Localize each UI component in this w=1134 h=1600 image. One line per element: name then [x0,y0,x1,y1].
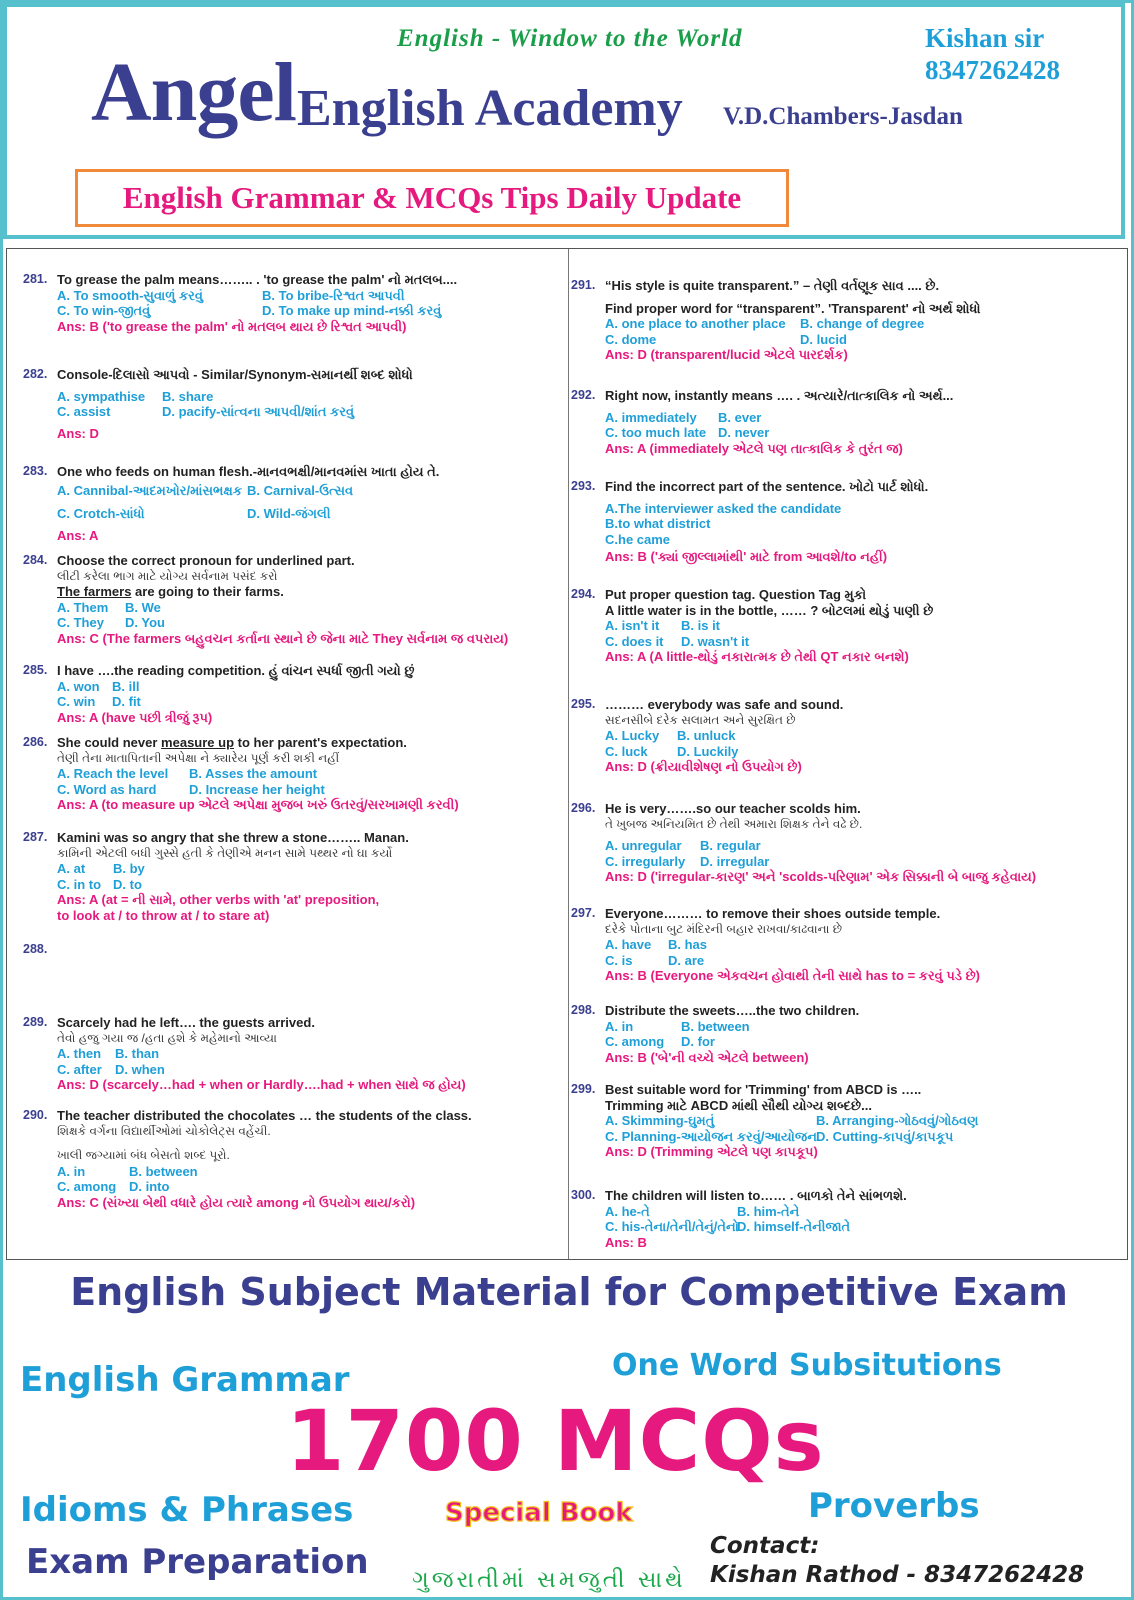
option-d: D. pacify-સાંત્વના આપવી/શાંત કરવું [162,404,355,419]
option-b: B. share [162,388,214,404]
question-292 [571,388,1105,456]
options [605,728,1105,759]
brand-angel: Angel [91,46,296,139]
question-text: He is very…….so our teacher scolds him. [605,801,861,816]
question-number: 291. [571,278,596,292]
question-text: The children will listen to…… . બાળકો તેને સાંભળશે. [605,1188,907,1203]
option-c: C. Planning-આયોજન કરવું/આયોજન [605,1128,817,1144]
question-number: 289. [23,1015,48,1029]
question-289 [23,1015,527,1093]
options [57,600,527,631]
option-b: B. ever [718,409,762,425]
question-297 [571,906,1105,984]
option-a: A. Reach the level [57,766,169,781]
options [57,483,527,522]
question-gujarati: તે ખુબજ અનિયમિત છે તેથી અમારા શિક્ષક તેને વઢે છે. [605,816,863,831]
option-d: D. Increase her height [189,781,325,797]
option-c: C. They [57,615,104,630]
option-b: B. Carnival-ઉત્સવ [247,482,354,498]
options [605,1019,1105,1050]
option-d: D. never [718,425,770,440]
option-a: A. unregular [605,838,682,853]
option-c: C. his-તેના/તેની/તેનું/તેનો [605,1219,739,1234]
option-b: B. Arranging-ગોઠવવું/ગોઠવણ [816,1113,979,1128]
option-a: A. sympathise [57,388,146,404]
footer-contact-label: Contact: [710,1533,820,1559]
option-b: B. him-તેને [737,1203,800,1219]
question-subtext: Find proper word for “transparent”. 'Transparent' નો અર્થ શોધો [605,300,981,316]
sentence-part-c: C.he came [605,531,671,547]
option-a: A. then [57,1046,102,1061]
question-gujarati: કામિની એટલી બધી ગુસ્સે હતી કે તેણીએ મનન સામે પથ્થર નો ઘા કર્યો [57,845,393,860]
answer: Ans: A (immediately એટલે પણ તાત્કાલિક કે તુરંત જ) [605,440,903,456]
footer-grammar: English Grammar [20,1360,350,1400]
option-b: B. by [113,861,145,876]
option-d: D. To make up mind-નક્કી કરવું [262,303,442,318]
option-c: C. Word as hard [57,781,157,797]
options [605,937,1105,968]
question-text: Choose the correct pronoun for underlined part. [57,553,355,568]
question-295 [571,697,1105,775]
answer: Ans: D [57,425,99,441]
question-gujarati: સદનસીબે દરેક સલામત અને સુરક્ષિત છે [605,712,796,727]
option-c: C. win [57,694,96,709]
answer: Ans: B ('to grease the palm' નો મતલબ થાય છે રિશ્વત આપવી) [57,318,407,334]
answer: Ans: D (scarcely…had + when or Hardly….had + when સાથે જ હોય) [57,1077,466,1092]
question-text: To grease the palm means…….. . 'to grease the palm' નો મતલબ.... [57,272,458,287]
footer-mcqs: 1700 MCQs [286,1392,825,1490]
answer: Ans: D (ક્રીયાવીશેષણ નો ઉપયોગ છે) [605,759,802,774]
option-a: A. one place to another place [605,316,786,331]
options [57,389,527,420]
option-a: A. in [605,1018,634,1034]
question-text: One who feeds on human flesh.-માનવભક્ષી/માનવમાંસ ખાતા હોય તે. [57,464,440,479]
question-number: 297. [571,906,596,920]
question-number: 290. [23,1108,48,1122]
option-b: B. unluck [677,728,736,743]
sentence-part-b: B.to what district [605,516,711,531]
question-text: I have ….the reading competition. હું વાંચન સ્પર્ધા જીતી ગયો છું [57,663,415,678]
question-number: 294. [571,587,596,601]
brand-academy: English Academy [297,80,683,137]
footer-special-book: Special Book [445,1498,633,1528]
footer-exam-prep: Exam Preparation [26,1542,369,1582]
option-a: A. Lucky [605,728,660,743]
option-c: C. To win-જીતવું [57,303,151,318]
question-gujarati: શિક્ષકે વર્ગના વિદ્યાર્થીઓમાં ચોકોલેટ્સ વહેંચી. [57,1123,271,1138]
question-286 [23,735,527,813]
question-number: 281. [23,272,48,286]
answer: Ans: A (have પછી ત્રીજું રૂપ) [57,709,213,725]
option-c: C. luck [605,743,648,759]
question-gujarati: લીટી કરેલા ભાગ માટે યોગ્ય સર્વનામ પસંદ કરો [57,568,278,583]
question-298 [571,1003,1105,1065]
answer: Ans: A (A little-થોડું નકારાત્મક છે તેથી QT નકાર બનશે) [605,649,909,664]
question-number: 299. [571,1082,596,1096]
question-text [57,735,527,751]
option-a: A. isn't it [605,618,660,633]
option-c: C. irregularly [605,853,686,869]
question-text: Put proper question tag. Question Tag મુકો [605,587,867,602]
option-a: A. he-તે [605,1203,650,1219]
option-b: B. has [668,937,708,952]
footer-proverbs: Proverbs [808,1486,980,1526]
option-c: C. in to [57,876,102,892]
contact-name: Kishan sir [925,23,1045,53]
question-282 [23,367,527,441]
option-d: D. fit [112,694,141,709]
question-text: Console-દિલાસો આપવો - Similar/Synonym-સમાનર્થી શબ્દ શોધો [57,367,413,382]
options [57,766,527,797]
question-instruction: ખાલી જગ્યામાં બંધ બેસતો શબ્દ પૂરો. [57,1148,230,1162]
subtitle-box: English Grammar & MCQs Tips Daily Update [75,169,789,227]
column-divider [568,249,569,1259]
question-number: 298. [571,1003,596,1017]
option-d: D. lucid [800,331,847,347]
answer: Ans: A (to measure up એટલે અપેક્ષા મુજબ ખરું ઉતરવું/સરખામણી કરવી) [57,797,459,812]
question-gujarati: તેવો હજુ ગયા જ /હતા હશે કે મહેમાનો આવ્યા [57,1030,277,1045]
contact-top [925,22,1060,86]
question-text: Kamini was so angry that she threw a stone…….. Manan. [57,830,409,845]
question-text: Best suitable word for 'Trimming' from ABCD is ….. [605,1082,922,1097]
options [605,618,1105,649]
question-text: Right now, instantly means …. . અત્યારે/તાત્કાલિક નો અર્થ... [605,388,954,403]
header-banner [3,3,1125,239]
option-d: D. himself-તેનીજાતે [737,1219,851,1234]
answer: Ans: B [605,1234,647,1250]
question-text: Everyone……… to remove their shoes outside temple. [605,906,941,921]
option-d: D. to [113,876,142,892]
options [605,1113,1105,1144]
answer: Ans: B ('બે'ની વચ્ચે એટલે between) [605,1049,809,1065]
contact-phone: 8347262428 [925,55,1060,85]
footer-contact-value: Kishan Rathod - 8347262428 [710,1562,1085,1588]
question-text-start: She could never [57,735,162,750]
question-number: 283. [23,464,48,478]
answer: Ans: A [57,527,99,543]
question-gujarati: દરેકે પોતાના બુટ મંદિરની બહાર રાખવા/કાઢવાના છે [605,921,843,936]
footer-title: English Subject Material for Competitive Exam [70,1270,1068,1314]
option-a: A. Cannibal-આદમખોર/માંસભક્ષક [57,482,242,498]
answer: Ans: D ('irregular-કારણ' અને 'scolds-પરિણામ' એક સિક્કાની બે બાજુ કહેવાય) [605,869,1037,884]
footer-one-word: One Word Subsitutions [612,1348,1002,1383]
option-d: D. are [668,952,705,968]
option-d: D. wasn't it [681,633,750,649]
question-subtext: Trimming માટે ABCD માંથી સૌથી યોગ્ય શબ્દછે... [605,1097,872,1113]
question-290 [23,1108,527,1210]
option-b: B. between [681,1018,750,1034]
option-d: D. for [681,1034,715,1049]
question-text: Scarcely had he left…. the guests arrived. [57,1015,315,1030]
option-b: B. is it [681,618,721,633]
question-number: 284. [23,553,48,567]
brand-location: V.D.Chambers-Jasdan [723,103,963,130]
question-291 [571,278,1105,363]
option-d: D. into [129,1179,170,1194]
question-300 [571,1188,1105,1250]
question-number: 288. [23,942,48,956]
option-c: C. too much late [605,425,707,440]
question-number: 285. [23,663,48,677]
options [57,288,527,319]
option-d: D. when [115,1061,165,1077]
options [605,316,1105,347]
option-d: D. irregular [700,853,770,869]
option-c: C. Crotch-સાંધો [57,506,145,521]
question-text: Find the incorrect part of the sentence. ખોટો પાર્ટ શોધો. [605,479,929,494]
question-gujarati: તેણી તેના માતાપિતાની અપેક્ષા ને ક્યારેય પૂર્ણ કરી શકી નહીં [57,750,340,765]
answer: Ans: D (Trimming એટલે પણ કાપકૂપ) [605,1144,818,1159]
footer-advert [0,1262,1134,1600]
question-number: 293. [571,479,596,493]
question-subtext: A little water is in the bottle, …… ? બોટલમાં થોડું પાણી છે [605,602,934,618]
underlined-part: measure up [161,735,235,750]
options [605,838,1105,869]
question-number: 286. [23,735,48,749]
question-number: 296. [571,801,596,815]
footer-contact [710,1532,1084,1590]
question-number: 292. [571,388,596,402]
footer-idioms: Idioms & Phrases [20,1490,354,1530]
option-c: C. does it [605,633,664,649]
question-287 [23,830,527,923]
question-281 [23,272,527,334]
options [605,410,1105,441]
options [57,1164,527,1195]
question-number: 295. [571,697,596,711]
question-284 [23,553,527,646]
option-a: A. Them [57,599,109,615]
option-a: A. won [57,678,100,694]
options [605,1204,1105,1235]
answer: Ans: D (transparent/lucid એટલે પારદર્શક) [605,347,848,362]
option-c: C. among [57,1179,117,1194]
underlined-part: The farmers [57,584,132,599]
option-a: A. in [57,1163,86,1179]
option-b: B. than [115,1046,160,1061]
option-c: C. dome [605,331,657,347]
question-text: ……… everybody was safe and sound. [605,697,844,712]
answer: Ans: C (The farmers બહુવચન કર્તાના સ્થાને છે જેના માટે They સર્વનામ જ વપરાય) [57,630,509,646]
option-b: B. Asses the amount [189,766,318,781]
question-text: The teacher distributed the chocolates … the students of the class. [57,1108,472,1123]
question-text: Distribute the sweets…..the two children. [605,1003,860,1018]
option-b: B. We [125,599,161,615]
question-296 [571,801,1105,885]
option-d: D. You [125,615,165,630]
tagline: English - Window to the World [397,25,743,52]
question-sentence [57,584,527,600]
options [57,1046,527,1077]
footer-gujarati: ગુજરાતીમાં સમજુતી સાથે [412,1567,686,1593]
options [57,861,527,892]
question-285 [23,663,527,725]
answer: Ans: A (at = ની સામે, other verbs with 'at' preposition, [57,892,380,907]
option-b: B. change of degree [800,316,925,331]
question-number: 282. [23,367,48,381]
question-number: 300. [571,1188,596,1202]
question-text: “His style is quite transparent.” – તેણી વર્તણૂક સાવ .... છે. [605,278,940,293]
option-a: A. at [57,861,86,876]
option-c: C. is [605,952,633,968]
question-299 [571,1082,1105,1160]
option-d: D. Luckily [677,743,739,759]
answer: Ans: B (Everyone એકવચન હોવાથી તેની સાથે has to = કરવું પડે છે) [605,968,980,983]
option-b: B. To bribe-રિશ્વત આપવી [262,287,405,303]
option-a: A. have [605,937,652,952]
option-c: C. assist [57,404,111,419]
question-294 [571,587,1105,665]
options [57,679,527,710]
option-b: B. regular [700,838,761,853]
question-text-end: to her parent's expectation. [234,735,407,750]
option-c: C. after [57,1061,102,1077]
question-283 [23,464,527,543]
answer: Ans: B ('ક્યાં જીલ્લામાંથી' માટે from આવશે/to નહીં) [605,549,888,564]
option-d: D. Wild-જંગલી [247,506,331,521]
option-b: B. ill [112,678,140,694]
question-293 [571,479,1105,565]
option-c: C. among [605,1034,665,1049]
option-a: A. Skimming-ઘુમતું [605,1113,715,1128]
sentence-part-a: A.The interviewer asked the candidate [605,500,842,516]
answer-continued: to look at / to throw at / to stare at) [57,907,270,923]
question-number: 287. [23,830,48,844]
answer: Ans: C (સંખ્યા બેથી વધારે હોય ત્યારે among નો ઉપયોગ થાય/કરો) [57,1194,416,1210]
option-a: A. immediately [605,409,697,425]
option-a: A. To smooth-સુવાળું કરવું [57,287,203,303]
option-d: D. Cutting-કાપવું/કાપકૂપ [816,1128,954,1144]
sentence-rest: are going to their farms. [131,584,284,599]
option-b: B. between [129,1163,198,1179]
